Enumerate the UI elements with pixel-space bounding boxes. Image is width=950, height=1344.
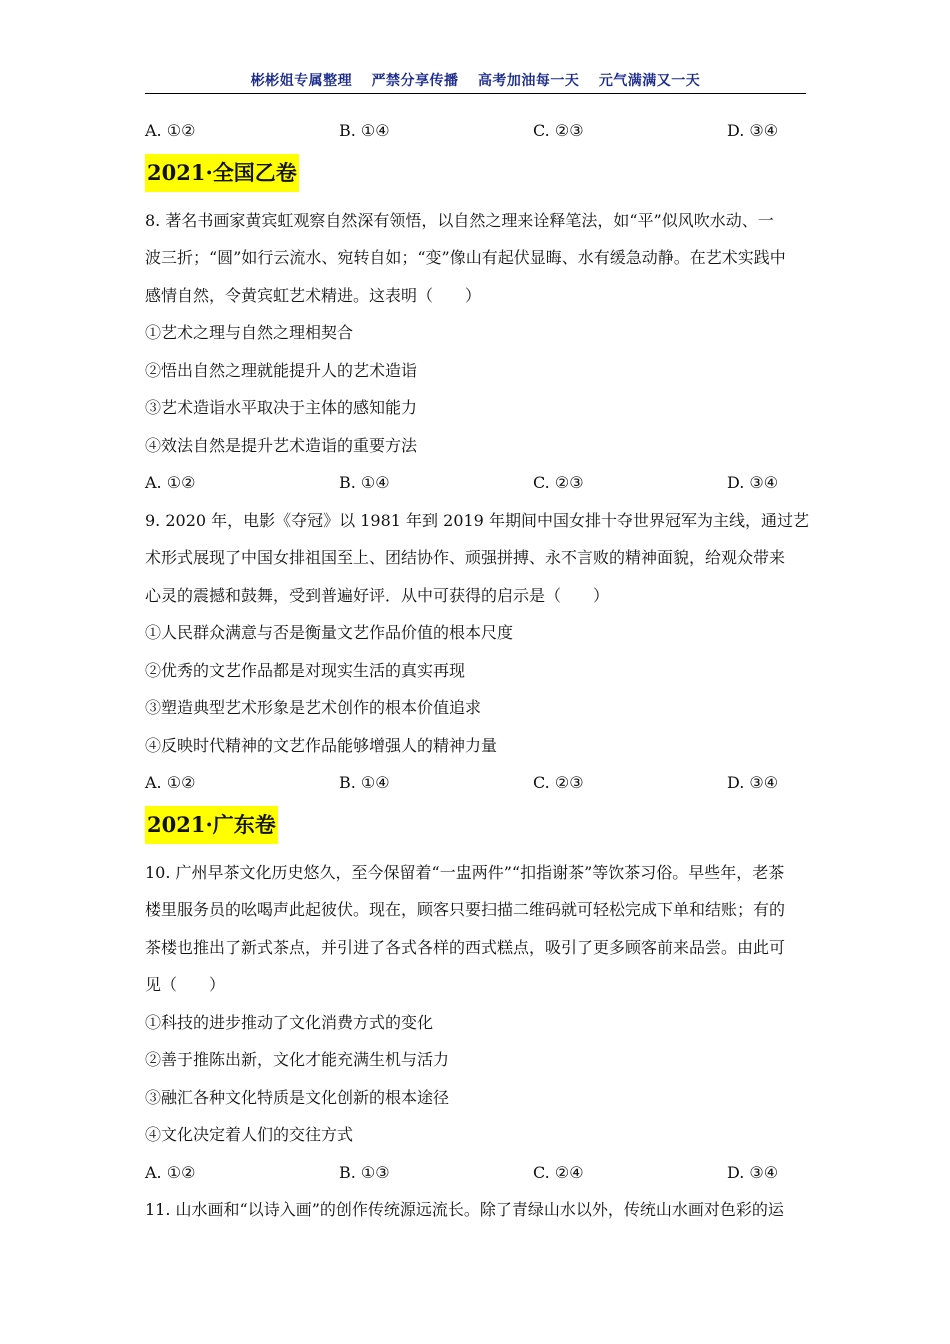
option-b: B. ①③: [339, 1162, 390, 1182]
question-text-line: 9. 2020 年，电影《夺冠》以 1981 年到 2019 年期间中国女排十夺世界冠军为主线，通过艺: [145, 510, 809, 530]
option-a: A. ①②: [145, 473, 196, 492]
statement-item: ①科技的进步推动了文化消费方式的变化: [145, 1012, 434, 1032]
option-c: C. ②④: [533, 1162, 584, 1182]
header-item: 彬彬姐专属整理: [250, 73, 353, 89]
statement-item: ③艺术造诣水平取决于主体的感知能力: [145, 398, 418, 417]
question-11: [145, 1191, 810, 1229]
header-item: 元气满满又一天: [598, 73, 701, 89]
option-b: B. ①④: [339, 773, 390, 792]
answer-options: [145, 764, 810, 802]
option-a: A. ①②: [145, 121, 196, 140]
option-a: A. ①②: [145, 773, 196, 792]
option-d: D. ③④: [727, 773, 779, 792]
option-d: D. ③④: [727, 1162, 779, 1182]
statement-item: ④反映时代精神的文艺作品能够增强人的精神力量: [145, 735, 498, 755]
answer-options: [145, 1154, 810, 1192]
statement-item: ③塑造典型艺术形象是艺术创作的根本价值追求: [145, 698, 482, 717]
header-item: 高考加油每一天: [477, 73, 580, 89]
header-divider: [145, 93, 806, 94]
question-text-line: 术形式展现了中国女排祖国至上、团结协作、顽强拼搏、永不言败的精神面貌，给观众带来: [145, 548, 786, 567]
statement-item: ④文化决定着人们的交往方式: [145, 1125, 354, 1144]
statement-item: ①艺术之理与自然之理相契合: [145, 323, 354, 342]
answer-options: [145, 464, 810, 502]
option-c: C. ②③: [533, 121, 584, 140]
section-heading-guangdong: [145, 806, 810, 848]
option-d: D. ③④: [727, 121, 779, 140]
question-8: [145, 202, 810, 502]
question-text-line: 10. 广州早茶文化历史悠久，至今保留着“一盅两件”“扣指谢茶”等饮茶习俗。早些年，老茶: [145, 862, 785, 882]
question-text-line: 8. 著名书画家黄宾虹观察自然深有领悟，以自然之理来诠释笔法，如“平”似风吹水动、一: [145, 210, 774, 230]
section-heading-national-b: [145, 154, 810, 196]
option-a: A. ①②: [145, 1162, 196, 1182]
header-item: 严禁分享传播: [371, 73, 459, 89]
statement-item: ②善于推陈出新，文化才能充满生机与活力: [145, 1050, 450, 1069]
statement-item: ④效法自然是提升艺术造诣的重要方法: [145, 435, 418, 455]
page-header: [145, 70, 806, 90]
option-b: B. ①④: [339, 121, 390, 140]
option-b: B. ①④: [339, 473, 390, 492]
statement-item: ①人民群众满意与否是衡量文艺作品价值的根本尺度: [145, 623, 514, 642]
question-text-line: 茶楼也推出了新式茶点，并引进了各式各样的西式糕点，吸引了更多顾客前来品尝。由此可: [145, 937, 786, 957]
option-c: C. ②③: [533, 773, 584, 792]
question-9: [145, 502, 810, 802]
question-text-line: 感情自然，令黄宾虹艺术精进。这表明（ ）: [145, 285, 482, 305]
section-title: 2021·全国乙卷: [145, 154, 299, 192]
answer-options-q7: [145, 112, 810, 150]
section-title: 2021·广东卷: [145, 806, 278, 844]
option-d: D. ③④: [727, 473, 779, 492]
question-text-line: 11. 山水画和“以诗入画”的创作传统源远流长。除了青绿山水以外，传统山水画对色彩的运: [145, 1200, 784, 1219]
statement-item: ②悟出自然之理就能提升人的艺术造诣: [145, 360, 418, 380]
question-text-line: 楼里服务员的吆喝声此起彼伏。现在，顾客只要扫描二维码就可轻松完成下单和结账；有的: [145, 900, 786, 919]
document-body: [145, 112, 810, 1229]
question-10: [145, 854, 810, 1192]
statement-item: ③融汇各种文化特质是文化创新的根本途径: [145, 1087, 450, 1107]
statement-item: ②优秀的文艺作品都是对现实生活的真实再现: [145, 660, 466, 680]
option-c: C. ②③: [533, 473, 584, 492]
question-text-line: 波三折；“圆”如行云流水、宛转自如；“变”像山有起伏显晦、水有缓急动静。在艺术实践中: [145, 248, 786, 267]
question-text-line: 心灵的震撼和鼓舞，受到普遍好评．从中可获得的启示是（ ）: [145, 585, 610, 605]
question-text-line: 见（ ）: [145, 975, 226, 994]
